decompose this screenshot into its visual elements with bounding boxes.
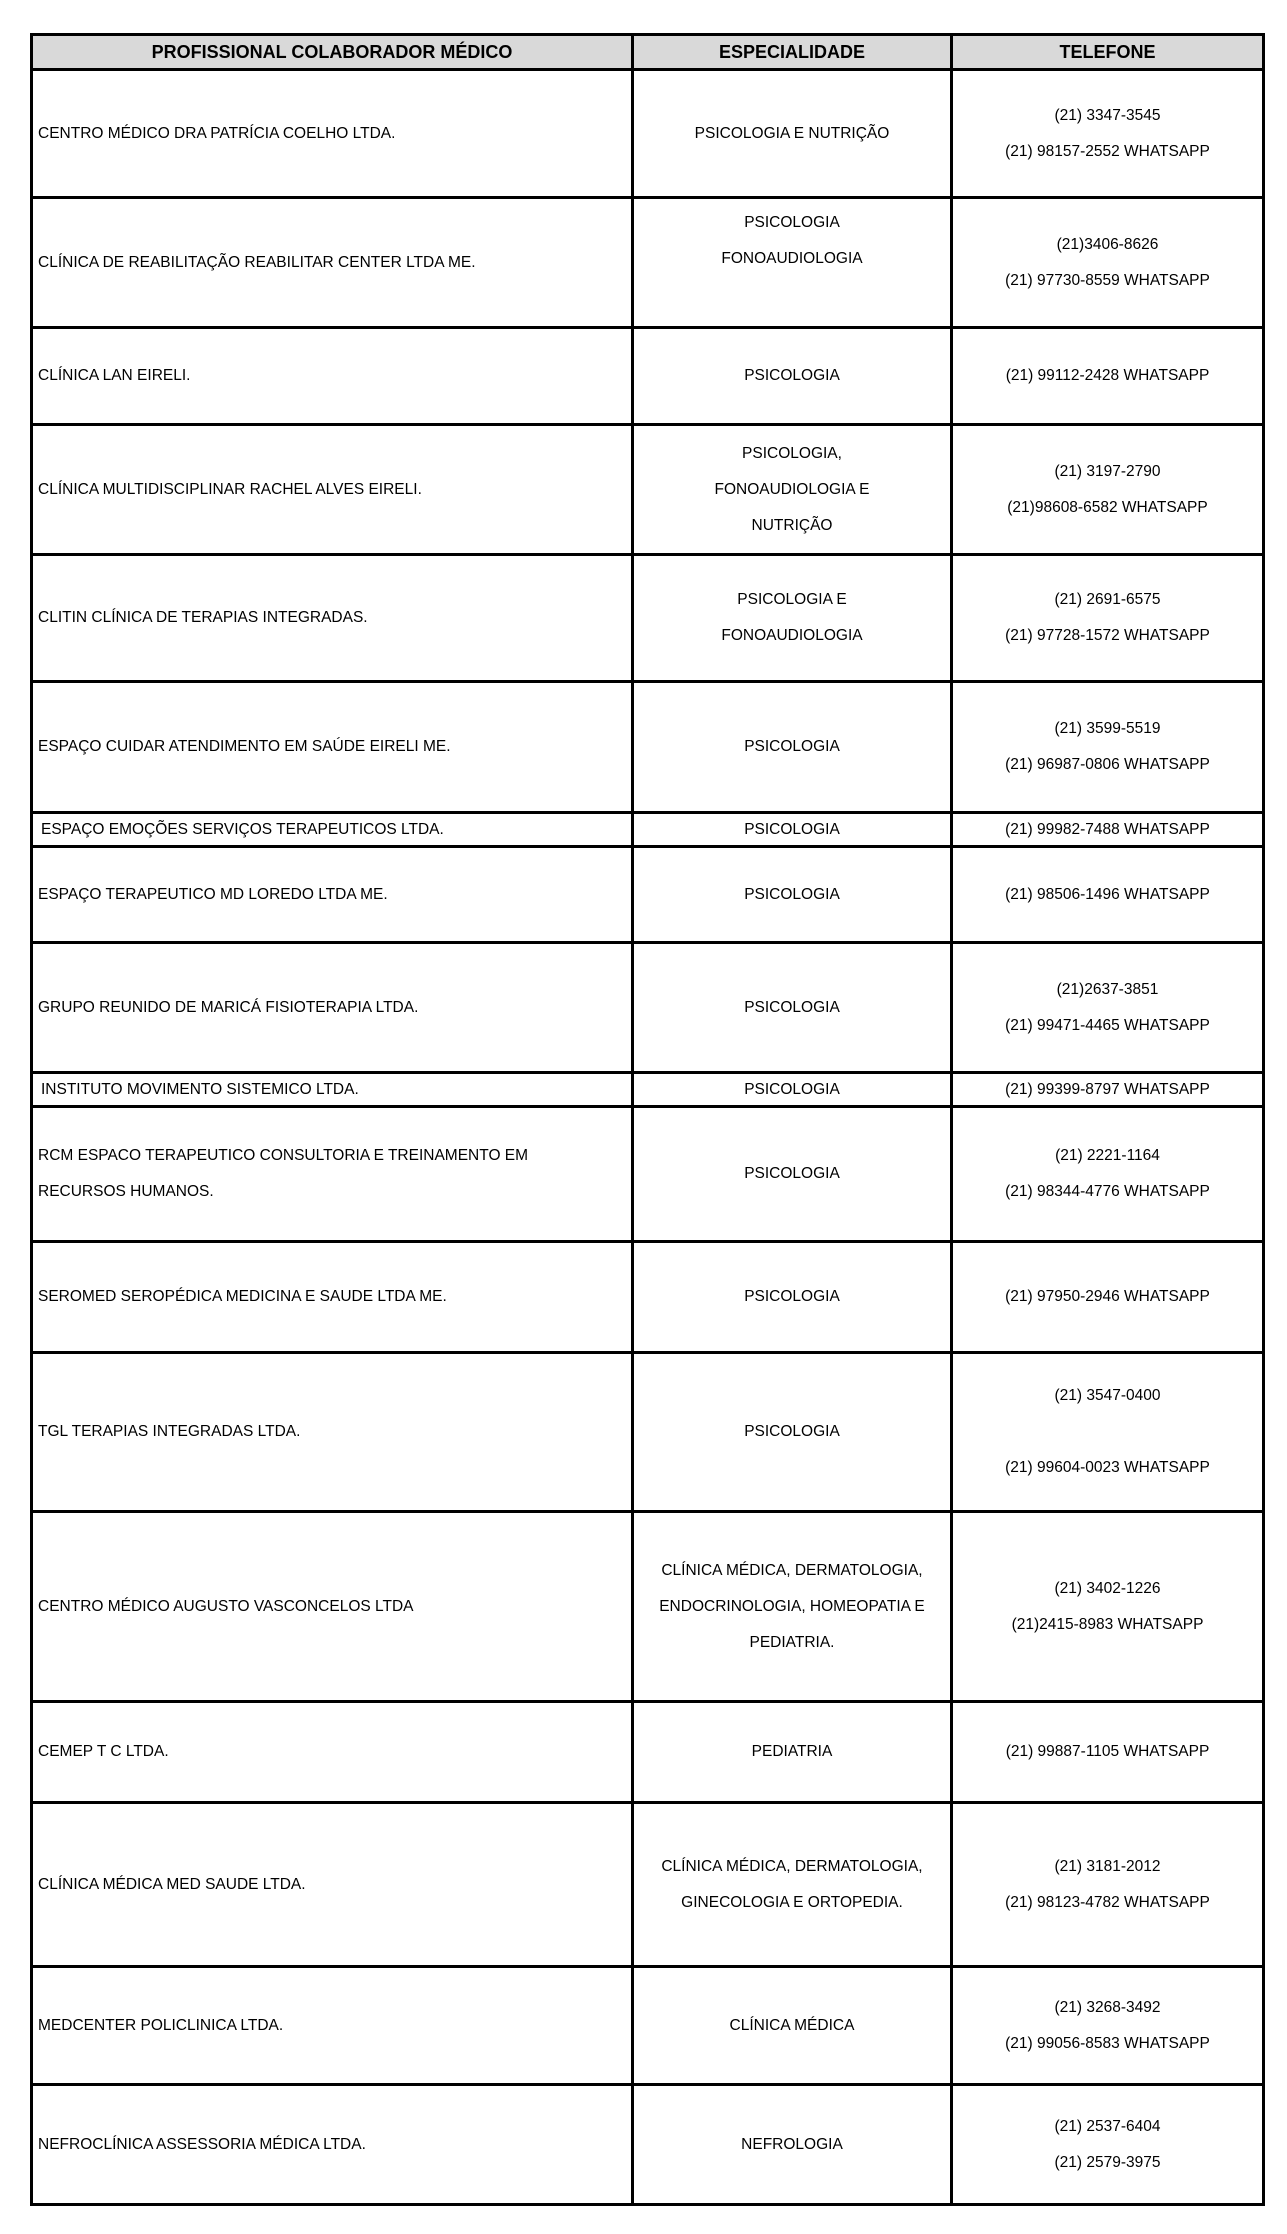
cell-line: (21) 97730-8559 WHATSAPP [1005,271,1210,289]
cell-line: PEDIATRIA. [749,1633,835,1651]
telefone-cell [952,328,1264,425]
cell-line: (21) 3197-2790 [1054,462,1161,480]
professional-name-cell [32,943,633,1073]
cell-line: CLÍNICA MÉDICA [729,2016,855,2034]
cell-line: PSICOLOGIA [744,998,840,1016]
cell-line: (21) 3347-3545 [1054,106,1161,124]
cell-line: PSICOLOGIA [744,820,840,838]
cell-line: (21) 99887-1105 WHATSAPP [1005,1743,1210,1760]
professional-name-cell [32,555,633,682]
telefone-cell [952,1242,1264,1353]
especialidade-cell [633,682,952,813]
header-telefone: TELEFONE [952,35,1264,70]
cell-line: GRUPO REUNIDO DE MARICÁ FISIOTERAPIA LTDA. [38,998,419,1016]
table-row [32,1512,1264,1702]
especialidade-cell [633,2085,952,2205]
cell-line: NEFROLOGIA [741,2135,843,2153]
professional-name-cell [32,198,633,328]
table-row [32,1242,1264,1353]
table-row [32,847,1264,943]
cell-line: CLÍNICA MÉDICA MED SAUDE LTDA. [38,1875,306,1893]
cell-line: CENTRO MÉDICO AUGUSTO VASCONCELOS LTDA [38,1597,414,1615]
cell-line: PSICOLOGIA [744,1288,840,1305]
professional-name-cell [32,1702,633,1803]
table-row [32,1967,1264,2085]
cell-line: (21)3406-8626 [1056,235,1159,253]
cell-line: (21) 3181-2012 [1054,1857,1161,1875]
telefone-cell [952,1967,1264,2085]
cell-line: CLÍNICA MÉDICA, DERMATOLOGIA, [661,1561,923,1579]
especialidade-cell [633,1967,952,2085]
cell-line: ESPAÇO CUIDAR ATENDIMENTO EM SAÚDE EIRELI ME. [38,738,451,755]
cell-line: PSICOLOGIA [744,738,840,755]
especialidade-cell [633,813,952,847]
cell-line: (21) 98344-4776 WHATSAPP [1005,1183,1210,1200]
cell-line: CLÍNICA MÉDICA, DERMATOLOGIA, [661,1857,923,1875]
header-especialidade: ESPECIALIDADE [633,35,952,70]
table-row [32,682,1264,813]
cell-line: (21) 98123-4782 WHATSAPP [1005,1893,1210,1911]
professional-name-cell [32,425,633,555]
cell-line: (21)98608-6582 WHATSAPP [1007,498,1208,516]
cell-line: (21) 3599-5519 [1054,720,1161,737]
telefone-cell [952,813,1264,847]
professionals-table [30,33,1265,2206]
cell-line: (21) 98506-1496 WHATSAPP [1005,885,1210,903]
cell-line: CLÍNICA LAN EIRELI. [38,367,191,384]
especialidade-cell [633,1803,952,1967]
cell-line: PSICOLOGIA [744,1423,840,1440]
cell-line: ENDOCRINOLOGIA, HOMEOPATIA E [659,1597,925,1615]
cell-line: RCM ESPACO TERAPEUTICO CONSULTORIA E TREINAMENTO EM [38,1147,529,1164]
cell-line: (21)2415-8983 WHATSAPP [1011,1615,1204,1633]
cell-line: MEDCENTER POLICLINICA LTDA. [38,2016,284,2034]
cell-line: (21) 97728-1572 WHATSAPP [1005,627,1210,644]
especialidade-cell [633,198,952,328]
telefone-cell [952,847,1264,943]
telefone-cell [952,943,1264,1073]
cell-line: (21)2637-3851 [1056,980,1159,998]
telefone-cell [952,1803,1264,1967]
cell-line: (21) 2221-1164 [1055,1147,1160,1164]
cell-line: PSICOLOGIA [744,367,840,384]
cell-line: (21) 99056-8583 WHATSAPP [1005,2034,1210,2052]
header-profissional: PROFISSIONAL COLABORADOR MÉDICO [32,35,633,70]
cell-line: (21) 99982-7488 WHATSAPP [1005,820,1210,838]
cell-line: PSICOLOGIA E NUTRIÇÃO [694,124,890,142]
professional-name-cell [32,682,633,813]
telefone-cell [952,425,1264,555]
cell-line: PSICOLOGIA [744,1080,840,1098]
cell-line: FONOAUDIOLOGIA [721,627,863,644]
especialidade-cell [633,1353,952,1512]
cell-line: SEROMED SEROPÉDICA MEDICINA E SAUDE LTDA ME. [38,1288,447,1305]
especialidade-cell [633,70,952,198]
table-row [32,425,1264,555]
cell-line: (21) 3268-3492 [1054,1998,1161,2016]
cell-line: (21) 3547-0400 [1054,1387,1161,1404]
table-row [32,555,1264,682]
cell-line: (21) 99471-4465 WHATSAPP [1005,1016,1210,1034]
table-row [32,1803,1264,1967]
cell-line: PSICOLOGIA [744,1165,840,1182]
cell-line: CLITIN CLÍNICA DE TERAPIAS INTEGRADAS. [38,609,368,626]
especialidade-cell [633,1107,952,1242]
table-row [32,328,1264,425]
cell-line: (21) 98157-2552 WHATSAPP [1005,142,1210,160]
table-row [32,1073,1264,1107]
professional-name-cell [32,1073,633,1107]
professional-name-cell [32,1353,633,1512]
cell-line: PSICOLOGIA [744,214,840,231]
professional-name-cell [32,1512,633,1702]
table-row [32,2085,1264,2205]
cell-line: NUTRIÇÃO [751,516,833,534]
telefone-cell [952,70,1264,198]
cell-line: (21) 2691-6575 [1054,591,1161,608]
table-body [32,70,1264,2205]
cell-line: (21) 3402-1226 [1054,1579,1161,1597]
cell-line: CEMEP T C LTDA. [38,1743,169,1760]
cell-line: (21) 99604-0023 WHATSAPP [1005,1459,1210,1476]
cell-line: (21) 2537-6404 [1054,2117,1161,2135]
professional-name-cell [32,328,633,425]
cell-line: RECURSOS HUMANOS. [38,1183,214,1200]
cell-line: FONOAUDIOLOGIA [721,250,863,267]
especialidade-cell [633,328,952,425]
telefone-cell [952,1073,1264,1107]
cell-line: PSICOLOGIA E [737,591,847,608]
cell-line: NEFROCLÍNICA ASSESSORIA MÉDICA LTDA. [38,2135,366,2153]
especialidade-cell [633,1512,952,1702]
table-row [32,1353,1264,1512]
telefone-cell [952,1107,1264,1242]
professional-name-cell [32,813,633,847]
especialidade-cell [633,1242,952,1353]
table-row [32,70,1264,198]
especialidade-cell [633,847,952,943]
cell-line: INSTITUTO MOVIMENTO SISTEMICO LTDA. [41,1080,359,1098]
professional-name-cell [32,847,633,943]
cell-line: TGL TERAPIAS INTEGRADAS LTDA. [38,1423,301,1440]
professional-name-cell [32,1107,633,1242]
cell-line: (21) 99112-2428 WHATSAPP [1005,367,1210,384]
telefone-cell [952,682,1264,813]
cell-line: FONOAUDIOLOGIA E [714,480,870,498]
telefone-cell [952,555,1264,682]
professional-name-cell [32,2085,633,2205]
especialidade-cell [633,1073,952,1107]
cell-line: ESPAÇO TERAPEUTICO MD LOREDO LTDA ME. [38,885,388,903]
professional-name-cell [32,1967,633,2085]
cell-line: PSICOLOGIA, [742,444,842,462]
cell-line [961,1414,1254,1450]
cell-line: (21) 99399-8797 WHATSAPP [1005,1080,1210,1098]
cell-line: ESPAÇO EMOÇÕES SERVIÇOS TERAPEUTICOS LTDA. [41,820,444,838]
especialidade-cell [633,943,952,1073]
telefone-cell [952,1512,1264,1702]
cell-line: (21) 96987-0806 WHATSAPP [1005,756,1210,773]
especialidade-cell [633,425,952,555]
especialidade-cell [633,555,952,682]
professional-name-cell [32,1242,633,1353]
professional-name-cell [32,70,633,198]
table-row [32,1702,1264,1803]
cell-line: PEDIATRIA [751,1743,833,1760]
telefone-cell [952,1702,1264,1803]
cell-line: (21) 2579-3975 [1054,2153,1161,2171]
cell-line: GINECOLOGIA E ORTOPEDIA. [681,1893,903,1911]
especialidade-cell [633,1702,952,1803]
cell-line: CENTRO MÉDICO DRA PATRÍCIA COELHO LTDA. [38,124,396,142]
header-row [32,35,1264,70]
table-row [32,943,1264,1073]
telefone-cell [952,198,1264,328]
cell-line: (21) 97950-2946 WHATSAPP [1005,1288,1210,1305]
professional-name-cell [32,1803,633,1967]
telefone-cell [952,1353,1264,1512]
cell-line: PSICOLOGIA [744,885,840,903]
table-row [32,1107,1264,1242]
table-row [32,198,1264,328]
cell-line: CLÍNICA MULTIDISCIPLINAR RACHEL ALVES EIRELI. [38,480,422,498]
cell-line: CLÍNICA DE REABILITAÇÃO REABILITAR CENTER LTDA ME. [38,253,476,271]
telefone-cell [952,2085,1264,2205]
table-row [32,813,1264,847]
